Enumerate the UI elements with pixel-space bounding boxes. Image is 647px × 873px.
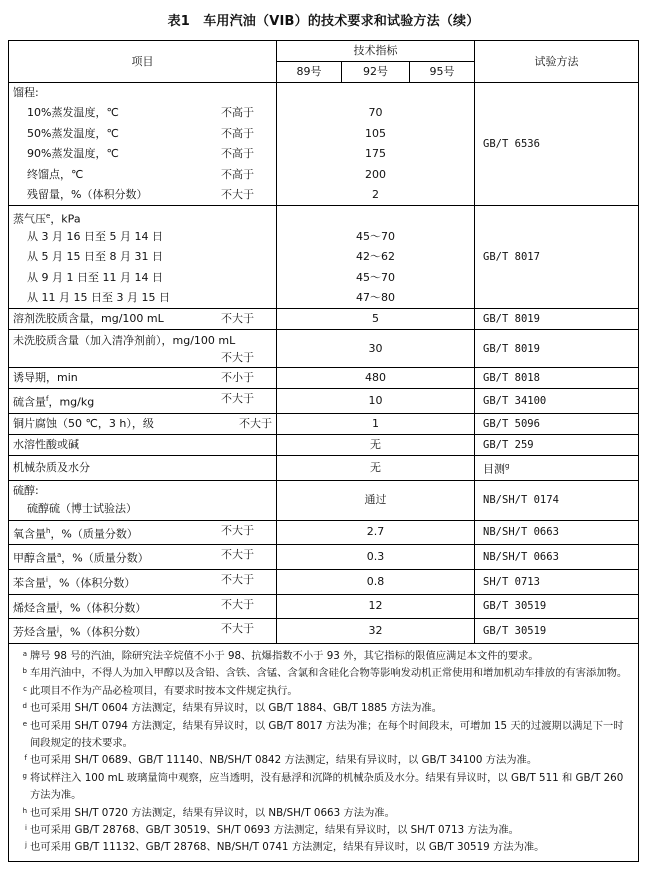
distillation-method: GB/T 6536	[475, 83, 639, 206]
distillation-cond: 不大于	[221, 187, 254, 201]
impurity-item: 机械杂质及水分	[9, 456, 277, 481]
distillation-value: 2	[372, 187, 380, 201]
aromatic-method: GB/T 30519	[475, 619, 639, 644]
vapor-period: 从 11 月 15 日至 3 月 15 日	[27, 290, 170, 304]
distillation-group: 馏程:	[13, 86, 39, 99]
vapor-period: 从 9 月 1 日至 11 月 14 日	[27, 270, 163, 284]
distillation-label: 10%蒸发温度，℃	[27, 106, 119, 120]
header-grade-92: 92号	[342, 62, 410, 83]
olefin-item: 烯烃含量$^j$，%（体积分数） 不大于	[9, 594, 277, 619]
water-acid-item: 水溶性酸或碱	[9, 435, 277, 456]
benzene-value: 0.8	[277, 569, 475, 594]
oxygen-item: 氧含量$^h$，%（质量分数） 不大于	[9, 520, 277, 545]
footnote: h 也可采用 SH/T 0720 方法测定，结果有异议时，以 NB/SH/T 0663 方法为准。	[22, 806, 395, 819]
methanol-method: NB/SH/T 0663	[475, 545, 639, 570]
vapor-values	[277, 206, 475, 309]
methanol-value: 0.3	[277, 545, 475, 570]
solvent-gum-method: GB/T 8019	[475, 309, 639, 330]
oxygen-method: NB/SH/T 0663	[475, 520, 639, 545]
header-tech-index: 技术指标	[277, 41, 475, 62]
vapor-value: 42～62	[356, 250, 396, 264]
footnote: b 车用汽油中，不得人为加入甲醇以及含铅、含铁、含锰、含氯和含硅化合物等影响发动机正常使用和增加机动车排放的有害添加物。	[22, 667, 628, 680]
benzene-method: SH/T 0713	[475, 569, 639, 594]
olefin-method: GB/T 30519	[475, 594, 639, 619]
copper-method: GB/T 5096	[475, 414, 639, 435]
footnote: a 牌号 98 号的汽油，除研究法辛烷值不小于 98、抗爆指数不小于 93 外，其它指标的限值应满足本文件的要求。	[22, 649, 539, 662]
mercaptan-item: 硫醇: 硫醇硫（博士试验法）	[9, 480, 277, 520]
distillation-value: 70	[368, 106, 383, 120]
aromatic-value: 32	[277, 619, 475, 644]
mercaptan-value: 通过	[277, 480, 475, 520]
vapor-value: 45～70	[356, 229, 396, 243]
footnote: j 也可采用 GB/T 11132、GB/T 28768、NB/SH/T 0741 方法测定，结果有异议时，以 GB/T 30519 方法为准。	[25, 841, 545, 854]
footnote: f 也可采用 SH/T 0689、GB/T 11140、NB/SH/T 0842 方法测定，结果有异议时，以 GB/T 34100 方法为准。	[24, 754, 538, 767]
distillation-value: 105	[365, 126, 387, 140]
copper-item: 铜片腐蚀（50 ℃，3 h），级 不大于	[9, 414, 277, 435]
induction-method: GB/T 8018	[475, 368, 639, 389]
unwashed-gum-value: 30	[277, 330, 475, 368]
solvent-gum-value: 5	[277, 309, 475, 330]
induction-value: 480	[277, 368, 475, 389]
distillation-cond: 不高于	[221, 106, 254, 120]
vapor-group: 蒸气压$^e$，kPa	[13, 212, 81, 227]
footnote: e 也可采用 SH/T 0794 方法测定，结果有异议时，以 GB/T 8017 方法为准；在每个时间段末，可增加 15 天的过渡期以满足下一时间段规定的技术要求。	[22, 719, 624, 749]
spec-table	[8, 40, 639, 862]
distillation-value: 175	[365, 147, 387, 161]
distillation-value: 200	[365, 167, 387, 181]
table-title: 表1 车用汽油（VIB）的技术要求和试验方法（续）	[167, 14, 480, 29]
solvent-gum-item: 溶剂洗胶质含量，mg/100 mL 不大于	[9, 309, 277, 330]
distillation-cond: 不高于	[221, 167, 254, 181]
header-item: 项目	[9, 41, 277, 83]
oxygen-value: 2.7	[277, 520, 475, 545]
water-acid-method: GB/T 259	[475, 435, 639, 456]
benzene-item: 苯含量$^i$，%（体积分数） 不大于	[9, 569, 277, 594]
distillation-label: 残留量，%（体积分数）	[27, 187, 148, 201]
induction-item: 诱导期，min 不小于	[9, 368, 277, 389]
distillation-items	[9, 83, 277, 206]
header-grade-89: 89号	[277, 62, 342, 83]
sulfur-item: 硫含量$^f$，mg/kg 不大于	[9, 389, 277, 414]
header-method: 试验方法	[475, 41, 639, 83]
distillation-cond: 不高于	[221, 147, 254, 161]
vapor-period: 从 3 月 16 日至 5 月 14 日	[27, 229, 163, 243]
footnotes	[9, 643, 639, 861]
impurity-value: 无	[277, 456, 475, 481]
distillation-label: 终馏点，℃	[27, 167, 84, 181]
sulfur-value: 10	[277, 389, 475, 414]
vapor-method: GB/T 8017	[475, 206, 639, 309]
header-grade-95: 95号	[410, 62, 475, 83]
water-acid-value: 无	[277, 435, 475, 456]
vapor-items	[9, 206, 277, 309]
olefin-value: 12	[277, 594, 475, 619]
impurity-method: 目测$^g$	[475, 456, 639, 481]
footnote: g 将试样注入 100 mL 玻璃量筒中观察，应当透明，没有悬浮和沉降的机械杂质及水分。结果有异议时，以 GB/T 511 和 GB/T 260 方法为准。	[22, 771, 624, 802]
distillation-cond: 不高于	[221, 126, 254, 140]
distillation-label: 90%蒸发温度，℃	[27, 147, 119, 161]
vapor-value: 45～70	[356, 270, 396, 284]
copper-value: 1	[277, 414, 475, 435]
sulfur-method: GB/T 34100	[475, 389, 639, 414]
unwashed-gum-item: 未洗胶质含量（加入清净剂前），mg/100 mL 不大于	[9, 330, 277, 368]
aromatic-item: 芳烃含量$^j$，%（体积分数） 不大于	[9, 619, 277, 644]
vapor-period: 从 5 月 15 日至 8 月 31 日	[27, 250, 163, 264]
footnote: c 此项目不作为产品必检项目，有要求时按本文件规定执行。	[23, 684, 298, 697]
footnote: i 也可采用 GB/T 28768、GB/T 30519、SH/T 0693 方法测定，结果有异议时，以 SH/T 0713 方法为准。	[25, 824, 519, 836]
distillation-label: 50%蒸发温度，℃	[27, 126, 119, 140]
distillation-values	[277, 83, 475, 206]
mercaptan-method: NB/SH/T 0174	[475, 480, 639, 520]
methanol-item: 甲醇含量$^a$，%（质量分数） 不大于	[9, 545, 277, 570]
vapor-value: 47～80	[356, 290, 396, 304]
unwashed-gum-method: GB/T 8019	[475, 330, 639, 368]
footnote: d 也可采用 SH/T 0604 方法测定，结果有异议时，以 GB/T 1884、GB/T 1885 方法为准。	[22, 702, 442, 715]
